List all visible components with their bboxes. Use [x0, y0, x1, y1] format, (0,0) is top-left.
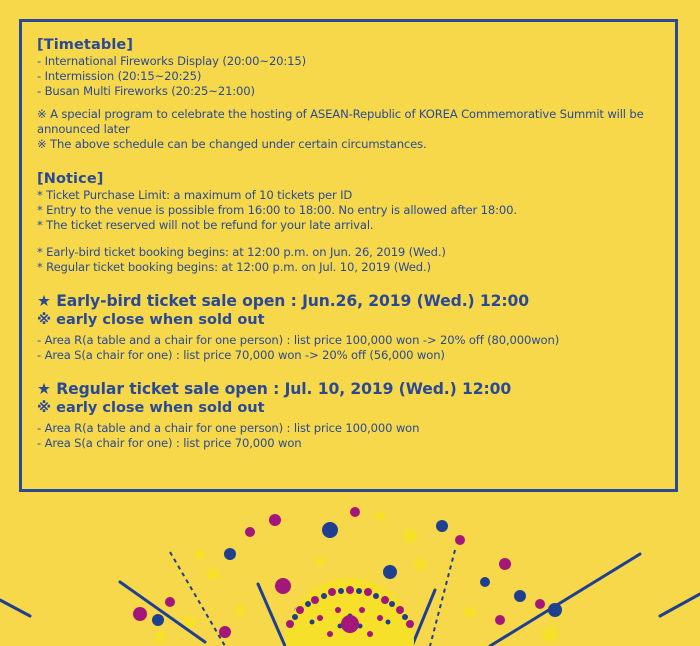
firework-dot: [383, 565, 397, 579]
firework-dot: [499, 558, 511, 570]
firework-dot: [219, 626, 231, 638]
schedule-change-note: ※ The above schedule can be changed under certain circumstances.: [37, 137, 427, 151]
firework-dashed-ray: [170, 552, 225, 646]
firework-dot: [154, 631, 166, 643]
firework-dot: [514, 590, 526, 602]
firework-center-dot: [341, 615, 359, 633]
early-bird-area-price: - Area R(a table and a chair for one person) : list price 100,000 won -> 20% off (80,000won): [37, 333, 560, 347]
firework-dot: [165, 597, 175, 607]
firework-dot: [403, 529, 417, 543]
firework-ray: [660, 594, 700, 616]
notice-item: * Ticket Purchase Limit: a maximum of 10 tickets per ID: [37, 188, 353, 202]
firework-dot: [269, 514, 281, 526]
firework-dot: [275, 578, 291, 594]
firework-dot: [322, 522, 338, 538]
firework-ray: [0, 600, 30, 616]
ticket-info-box: [19, 19, 678, 492]
firework-dashed-ray: [430, 550, 455, 646]
firework-dot: [480, 577, 490, 587]
firework-ray: [490, 554, 640, 646]
notice-item: * Entry to the venue is possible from 16:00 to 18:00. No entry is allowed after 18:00.: [37, 203, 517, 217]
special-program-note: ※ A special program to celebrate the hosting of ASEAN-Republic of KOREA Commemorative Summit will be announced later: [37, 107, 644, 136]
firework-dot: [350, 507, 360, 517]
firework-dot: [542, 626, 558, 642]
firework-dot: [455, 535, 465, 545]
firework-dot: [548, 603, 562, 617]
timetable-heading: [Timetable]: [37, 37, 134, 53]
firework-dot: [375, 511, 385, 521]
fireworks-burst-icon: [0, 492, 700, 646]
timetable-item: - Busan Multi Fireworks (20:25~21:00): [37, 84, 255, 98]
firework-dot: [436, 520, 448, 532]
regular-close-note: ※ early close when sold out: [37, 400, 265, 416]
early-bird-close-note: ※ early close when sold out: [37, 312, 265, 328]
firework-dot: [315, 557, 325, 567]
firework-dot: [245, 527, 255, 537]
early-bird-area-price: - Area S(a chair for one) : list price 70,000 won -> 20% off (56,000 won): [37, 348, 445, 362]
regular-area-price: - Area S(a chair for one) : list price 70,000 won: [37, 436, 302, 450]
firework-dot: [464, 606, 476, 618]
firework-dot: [133, 607, 147, 621]
firework-dot: [195, 549, 205, 559]
firework-dot: [414, 558, 426, 570]
booking-date-item: * Early-bird ticket booking begins: at 12:00 p.m. on Jun. 26, 2019 (Wed.): [37, 245, 446, 259]
firework-dot: [207, 568, 219, 580]
firework-dot: [152, 614, 164, 626]
firework-dot: [234, 604, 246, 616]
firework-dot: [495, 615, 505, 625]
booking-date-item: * Regular ticket booking begins: at 12:00 p.m. on Jul. 10, 2019 (Wed.): [37, 260, 431, 274]
firework-dot: [184, 616, 196, 628]
firework-dot: [535, 599, 545, 609]
firework-dot: [224, 548, 236, 560]
early-bird-sale-title: ★ Early-bird ticket sale open : Jun.26, 2019 (Wed.) 12:00: [37, 292, 530, 310]
regular-sale-title: ★ Regular ticket sale open : Jul. 10, 2019 (Wed.) 12:00: [37, 380, 512, 398]
notice-item: * The ticket reserved will not be refund for your late arrival.: [37, 218, 374, 232]
timetable-item: - Intermission (20:15~20:25): [37, 69, 202, 83]
regular-area-price: - Area R(a table and a chair for one person) : list price 100,000 won: [37, 421, 420, 435]
notice-heading: [Notice]: [37, 171, 104, 187]
timetable-item: - International Fireworks Display (20:00~20:15): [37, 54, 306, 68]
